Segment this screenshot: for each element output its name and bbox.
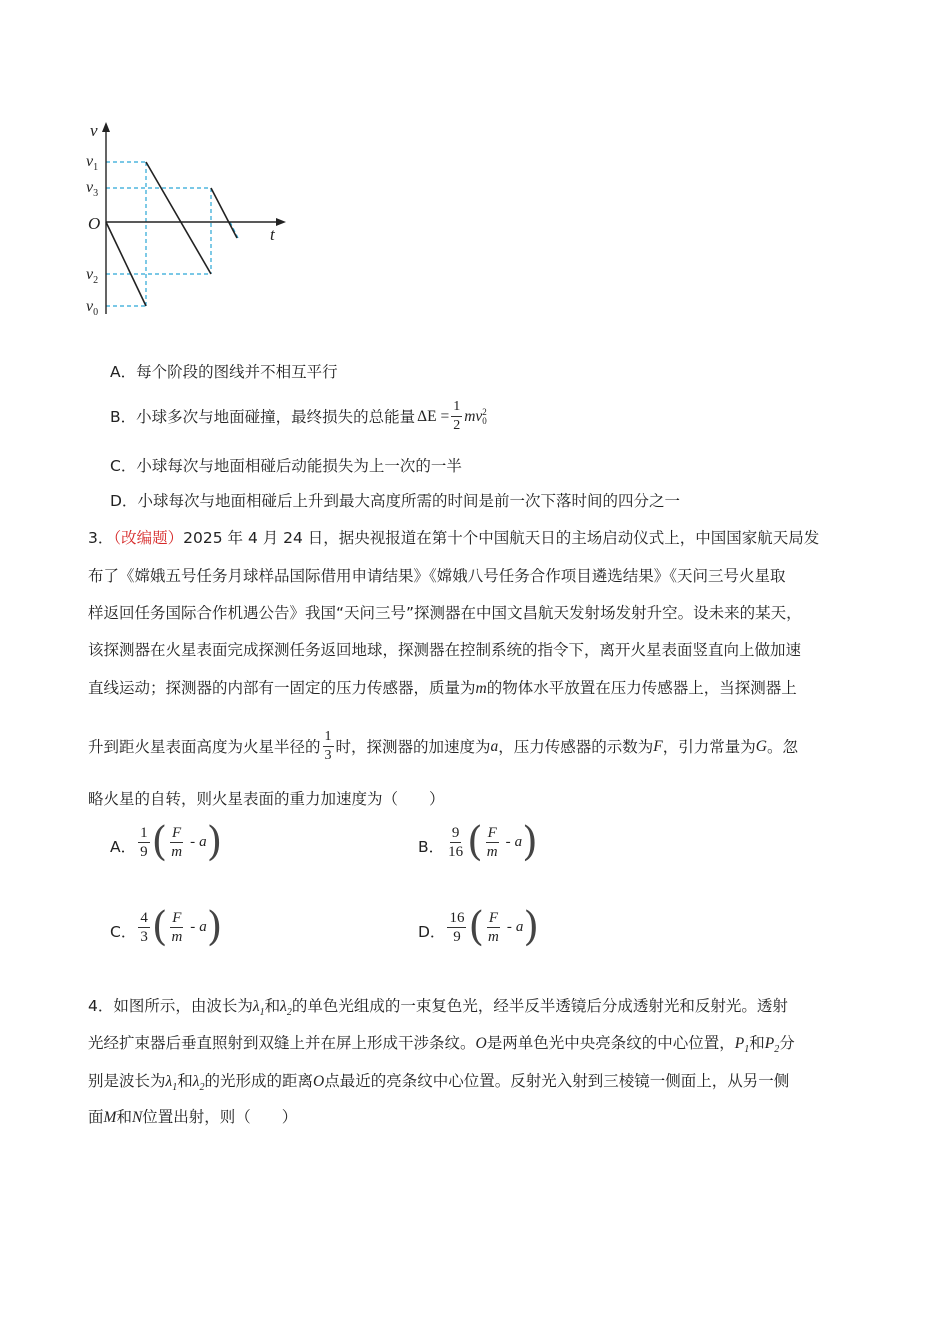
q3-line-4: 该探测器在火星表面完成探测任务返回地球，探测器在控制系统的指令下，离开火星表面竖直向上做加速 (88, 641, 802, 659)
half-fraction: $\frac{1}{2}$ (453, 399, 461, 433)
q4-line-3: 别是波长为$\lambda_1$和$\lambda_2$的光形成的距离O点最近的亮条纹中心位置。反射光入射到三棱镜一侧面上，从另一侧 (88, 1072, 790, 1094)
one-third-fraction: $\frac{1}{3}$ (324, 729, 332, 763)
q3-number: 3． (88, 529, 114, 547)
q2-option-c[interactable]: C．小球每次与地面相碰后动能损失为上一次的一半 (110, 457, 462, 475)
q3-option-d[interactable]: D． $\frac{16}{9}$ ( $\frac{F}{m}$ - a ) (418, 904, 539, 950)
q3-line-6: 升到距火星表面高度为火星半径的 $\frac{1}{3}$ 时，探测器的加速度为 a ，压力传感器的示数为 F ，引力常量为 G 。忽 (88, 729, 798, 763)
v1-label: $v_1$ (86, 153, 99, 173)
option-a-expression: $\frac{1}{9}$ ( $\frac{F}{m}$ - a ) (140, 819, 223, 865)
mv-term: mv 2 0 (464, 406, 487, 426)
v2-label: $v_2$ (86, 266, 99, 286)
option-d-expression: $\frac{16}{9}$ ( $\frac{F}{m}$ - a ) (449, 904, 539, 950)
dash-tail (230, 222, 238, 238)
q3-line-7: 略火星的自转，则火星表面的重力加速度为（ ） (88, 790, 445, 808)
q3-option-b[interactable]: B． $\frac{9}{16}$ ( $\frac{F}{m}$ - a ) (418, 819, 538, 865)
q3-option-a[interactable]: A． $\frac{1}{9}$ ( $\frac{F}{m}$ - a ) (110, 819, 223, 865)
q2-option-d[interactable]: D．小球每次与地面相碰后上升到最大高度所需的时间是前一次下落时间的四分之一 (110, 492, 680, 510)
v3-label: $v_3$ (86, 179, 99, 199)
q4-line-1: 4．如图所示，由波长为$\lambda_1$和$\lambda_2$的单色光组成的一束复色光，经半反半透镜后分成透射光和反射光。透射 (88, 997, 788, 1019)
axis-t-label: t (270, 225, 275, 244)
origin-label: O (88, 214, 101, 233)
q4-line-2: 光经扩束器后垂直照射到双缝上并在屏上形成干涉条纹。O是两单色光中央亮条纹的中心位置，$P_1$和$P_2$分 (88, 1034, 795, 1056)
energy-eq: ΔE = (417, 407, 450, 425)
segment-1 (106, 222, 146, 306)
q3-line-5: 直线运动；探测器的内部有一固定的压力传感器，质量为m的物体水平放置在压力传感器上，当探测器上 (88, 679, 797, 697)
q4-number: 4． (88, 997, 114, 1015)
t-axis-arrow (276, 218, 286, 226)
q2-option-b[interactable]: B． 小球多次与地面碰撞，最终损失的总能量 ΔE = $\frac{1}{2}$ mv 2 0 (110, 399, 487, 433)
q2-option-a[interactable]: A．每个阶段的图线并不相互平行 (110, 363, 338, 381)
segment-2 (146, 162, 211, 274)
q3-line-1: 3．（改编题）2025 年 4 月 24 日，据央视报道在第十个中国航天日的主场启动仪式上，中国国家航天局发 (88, 529, 820, 547)
v-axis-arrow (102, 122, 110, 132)
q3-line-2: 布了《嫦娥五号任务月球样品国际借用申请结果》《嫦娥八号任务合作项目遴选结果》《天问三号火星取 (88, 567, 786, 585)
q4-line-4: 面M和N位置出射，则（ ） (88, 1108, 298, 1126)
q3-line-3: 样返回任务国际合作机遇公告》我国“天问三号”探测器在中国文昌航天发射场发射升空。设未来的某天， (88, 604, 802, 622)
axis-v-label: v (90, 121, 98, 140)
vt-graph (80, 118, 300, 318)
segment-3 (211, 188, 237, 238)
v0-label: $v_0$ (86, 298, 99, 318)
q3-tag: （改编题） (113, 529, 184, 547)
option-c-expression: $\frac{4}{3}$ ( $\frac{F}{m}$ - a ) (140, 904, 223, 950)
q3-option-c[interactable]: C． $\frac{4}{3}$ ( $\frac{F}{m}$ - a ) (110, 904, 223, 950)
option-b-expression: $\frac{9}{16}$ ( $\frac{F}{m}$ - a ) (448, 819, 538, 865)
